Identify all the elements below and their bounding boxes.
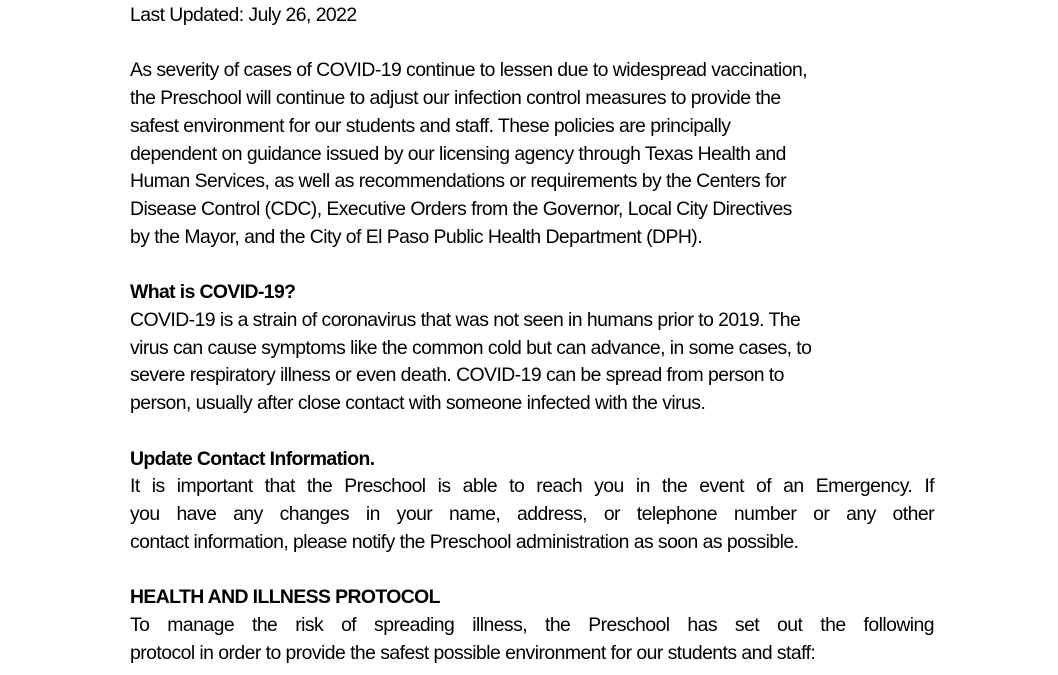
intro-line: dependent on guidance issued by our licensing agency through Texas Health and <box>130 143 786 165</box>
section-heading: What is COVID-19? <box>130 281 296 303</box>
intro-line: Disease Control (CDC), Executive Orders from the Governor, Local City Directives <box>130 198 792 220</box>
intro-line: by the Mayor, and the City of El Paso Public Health Department (DPH). <box>130 226 703 248</box>
section-line: It is important that the Preschool is able to reach you in the event of an Emergency. If <box>130 475 934 497</box>
section-line: you have any changes in your name, address, or telephone number or any other <box>130 503 934 525</box>
section-line: protocol in order to provide the safest possible environment for our students and staff: <box>130 642 816 664</box>
section-line: virus can cause symptoms like the common cold but can advance, in some cases, to <box>130 337 812 359</box>
section-line: contact information, please notify the Preschool administration as soon as possible. <box>130 531 799 553</box>
section-line: severe respiratory illness or even death. COVID-19 can be spread from person to <box>130 364 784 386</box>
intro-line: As severity of cases of COVID-19 continue to lessen due to widespread vaccination, <box>130 59 808 81</box>
intro-line: Human Services, as well as recommendations or requirements by the Centers for <box>130 170 787 192</box>
section-line: person, usually after close contact with someone infected with the virus. <box>130 392 706 414</box>
intro-line: safest environment for our students and staff. These policies are principally <box>130 115 731 137</box>
section-line: COVID-19 is a strain of coronavirus that was not seen in humans prior to 2019. The <box>130 309 801 331</box>
section-line: To manage the risk of spreading illness, the Preschool has set out the following <box>130 614 934 636</box>
last-updated-date: Last Updated: July 26, 2022 <box>130 4 357 26</box>
section-heading: HEALTH AND ILLNESS PROTOCOL <box>130 586 440 608</box>
section-heading: Update Contact Information. <box>130 448 375 470</box>
intro-line: the Preschool will continue to adjust our infection control measures to provide the <box>130 87 781 109</box>
